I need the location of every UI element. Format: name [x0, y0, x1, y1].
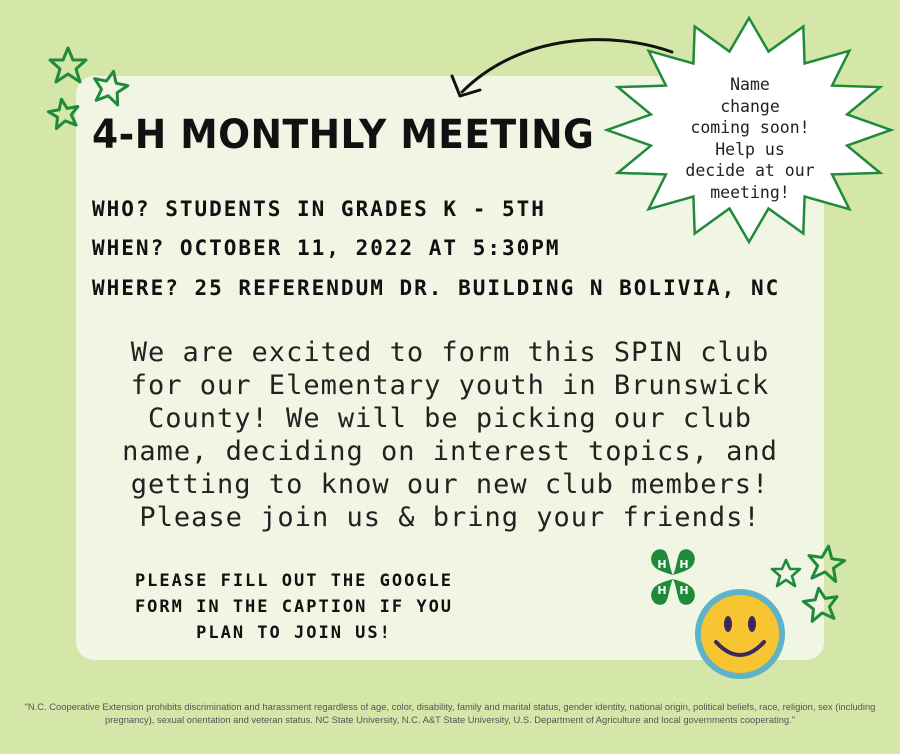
callout-line: meeting! — [710, 182, 790, 202]
smiley-icon — [694, 588, 786, 680]
star-icon — [44, 94, 84, 134]
star-icon — [46, 44, 90, 88]
svg-text:H: H — [657, 584, 667, 597]
star-icon — [88, 66, 132, 110]
who-line: WHO? STUDENTS IN GRADES K - 5TH — [92, 197, 546, 221]
callout-line: change — [720, 96, 780, 116]
svg-text:H: H — [657, 558, 667, 571]
disclaimer: "N.C. Cooperative Extension prohibits discrimination and harassment regardless of age, color, disability, family and marital status, gender identity, national origin, political beliefs, race, religion, sex (including pregnancy), sexual orientation and veteran status. NC State University, N.C. A&T State University, U.S. Department of Agriculture and local governments cooperating." — [24, 701, 876, 725]
star-icon — [800, 584, 842, 626]
callout-text — [660, 74, 840, 203]
when-line: WHEN? OCTOBER 11, 2022 AT 5:30PM — [92, 236, 561, 260]
call-to-action: PLEASE FILL OUT THE GOOGLE FORM IN THE CAPTION IF YOU PLAN TO JOIN US! — [134, 571, 454, 643]
callout-line: Help us — [715, 139, 785, 159]
svg-text:H: H — [679, 558, 689, 571]
svg-text:H: H — [679, 584, 689, 597]
page-title: 4-H MONTHLY MEETING — [92, 112, 595, 158]
callout-line: Name — [730, 75, 770, 94]
callout-line: coming soon! — [690, 118, 810, 137]
star-icon — [768, 556, 804, 592]
where-line: WHERE? 25 REFERENDUM DR. BUILDING N BOLIVIA, NC — [92, 276, 781, 300]
body-paragraph: We are excited to form this SPIN club for our Elementary youth in Brunswick County! We will be picking our club name, deciding on interest topics, and getting to know our new club members! Please join us & bring your friends! — [122, 337, 778, 533]
star-icon — [804, 542, 848, 586]
callout-line: decide at our — [685, 161, 815, 180]
